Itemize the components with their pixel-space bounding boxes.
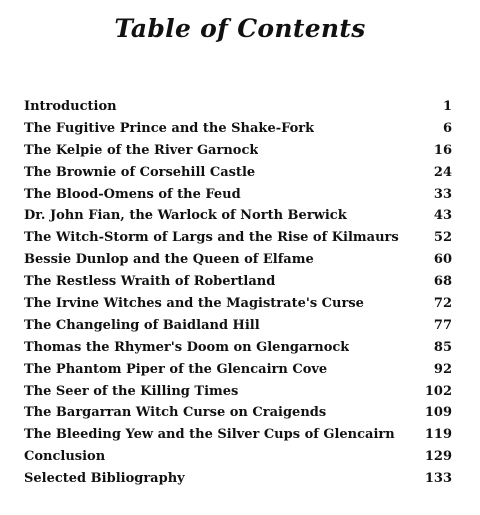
page-title: Table of Contents bbox=[114, 14, 366, 43]
toc-entry-page-number: 72 bbox=[433, 296, 452, 312]
toc-entry-title: The Restless Wraith of Robertland bbox=[24, 274, 276, 290]
toc-entry-title: Introduction bbox=[24, 99, 117, 114]
toc-entry bbox=[24, 96, 452, 118]
toc-entry bbox=[24, 249, 452, 271]
toc-entry-title: Conclusion bbox=[24, 449, 106, 465]
toc-entry bbox=[24, 271, 452, 293]
toc-entry-title: Bessie Dunlop and the Queen of Elfame bbox=[24, 252, 314, 268]
toc-entry-page-number: 6 bbox=[442, 120, 452, 136]
toc-entry-title: The Seer of the Killing Times bbox=[24, 383, 239, 399]
toc-entry-page-number: 129 bbox=[424, 449, 452, 465]
toc-entry-title: Thomas the Rhymer's Doom on Glengarnock bbox=[24, 339, 350, 355]
toc-entry-title: The Phantom Piper of the Glencairn Cove bbox=[24, 361, 328, 377]
toc-entry bbox=[24, 446, 452, 468]
toc-entry-title: The Witch-Storm of Largs and the Rise of Kilmaurs bbox=[24, 230, 399, 246]
toc-entry-page-number: 133 bbox=[424, 471, 452, 487]
toc-entry bbox=[24, 359, 452, 381]
toc-entry-page-number: 77 bbox=[433, 317, 452, 333]
toc-entry-title: The Kelpie of the River Garnock bbox=[24, 142, 259, 158]
toc-entry-page-number: 33 bbox=[433, 186, 452, 202]
toc-entry bbox=[24, 468, 452, 490]
toc-entry-title: The Changeling of Baidland Hill bbox=[24, 317, 260, 333]
toc-entry-page-number: 43 bbox=[433, 208, 452, 224]
toc-entry-page-number: 119 bbox=[424, 427, 452, 443]
toc-entry bbox=[24, 140, 452, 162]
toc-entry-page-number: 1 bbox=[442, 99, 452, 114]
toc-entry-page-number: 60 bbox=[433, 252, 452, 268]
toc-entry-title: The Fugitive Prince and the Shake-Fork bbox=[24, 120, 315, 136]
toc-entry-title: The Brownie of Corsehill Castle bbox=[24, 164, 256, 180]
toc-entry bbox=[24, 118, 452, 140]
toc-entry-page-number: 102 bbox=[424, 383, 452, 399]
toc-entry-page-number: 92 bbox=[433, 361, 452, 377]
toc-entry bbox=[24, 315, 452, 337]
toc-entry-title: Dr. John Fian, the Warlock of North Berwick bbox=[24, 208, 347, 224]
toc-entry-page-number: 16 bbox=[433, 142, 452, 158]
toc-entry-page-number: 52 bbox=[433, 230, 452, 246]
toc-entry-title: The Irvine Witches and the Magistrate's Curse bbox=[24, 296, 364, 312]
toc-list bbox=[24, 96, 452, 490]
toc-entry bbox=[24, 162, 452, 184]
toc-entry bbox=[24, 381, 452, 403]
toc-entry-page-number: 109 bbox=[424, 405, 452, 421]
toc-entry-title: The Blood-Omens of the Feud bbox=[24, 186, 241, 202]
toc-entry bbox=[24, 184, 452, 206]
toc-entry bbox=[24, 227, 452, 249]
toc-entry-title: The Bargarran Witch Curse on Craigends bbox=[24, 405, 327, 421]
toc-entry-title: The Bleeding Yew and the Silver Cups of Glencairn bbox=[24, 427, 395, 443]
toc-entry-page-number: 68 bbox=[433, 274, 452, 290]
toc-entry bbox=[24, 293, 452, 315]
toc-entry-page-number: 24 bbox=[433, 164, 452, 180]
toc-entry-page-number: 85 bbox=[433, 339, 452, 355]
toc-entry bbox=[24, 424, 452, 446]
toc-entry bbox=[24, 205, 452, 227]
toc-entry bbox=[24, 402, 452, 424]
toc-entry-title: Selected Bibliography bbox=[24, 471, 185, 487]
toc-entry bbox=[24, 337, 452, 359]
